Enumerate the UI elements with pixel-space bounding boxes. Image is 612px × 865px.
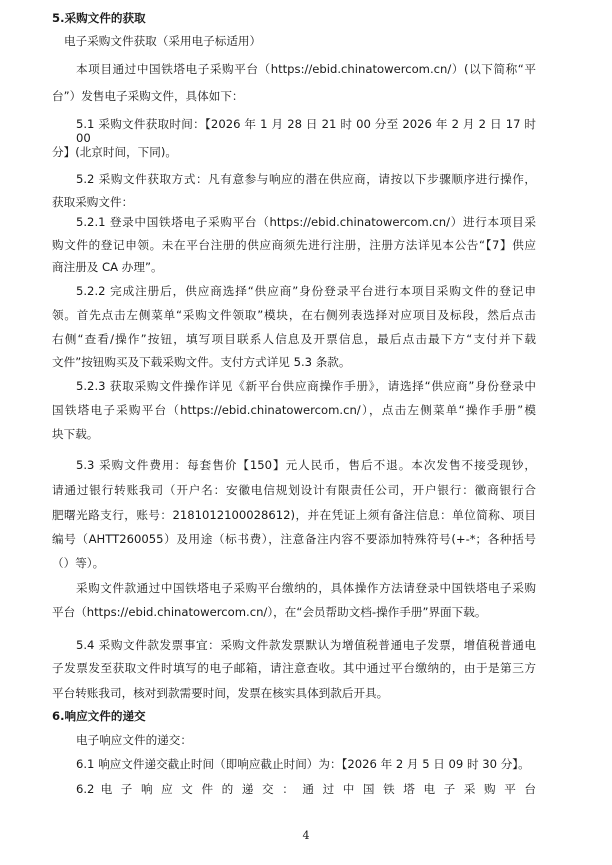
paragraph-line: 5.2.1 登录中国铁塔电子采购平台（https://ebid.chinatowercom.cn/）进行本项目采: [76, 215, 536, 229]
paragraph-line: 商注册及 CA 办理”。: [52, 260, 163, 274]
paragraph-line: 采购文件款通过中国铁塔电子采购平台缴纳的，具体操作方法请登录中国铁塔电子采购: [76, 581, 536, 595]
paragraph-line: 5.2 采购文件获取方式：凡有意参与响应的潜在供应商，请按以下步骤顺序进行操作，: [76, 172, 536, 186]
paragraph-line: 块下载。: [52, 427, 99, 441]
section-heading: 6.响应文件的递交: [52, 709, 146, 723]
paragraph-line: 6.2 电 子 响 应 文 件 的 递 交 ： 通 过 中 国 铁 塔 电 子 采 购 平 台: [76, 782, 536, 796]
paragraph-line: 文件”按钮购买及下载采购文件。支付方式详见 5.3 条款。: [52, 355, 351, 369]
paragraph-line: 国铁塔电子采购平台（https://ebid.chinatowercom.cn/），点击左侧菜单“操作手册”模: [52, 403, 536, 417]
paragraph-line: 购文件的登记申领。未在平台注册的供应商须先进行注册，注册方法详见本公告“【7】供应: [52, 238, 536, 252]
paragraph-line: 平台转账我司，核对到款需要时间，发票在核实具体到款后开具。: [52, 686, 389, 700]
section-heading: 5.采购文件的获取: [52, 11, 146, 25]
paragraph-line: 编号（AHTT260055）及用途（标书费），注意备注内容不要添加特殊符号(+-*；各种括号: [52, 532, 536, 546]
paragraph-line: 子发票发至获取文件时填写的电子邮箱，请注意查收。其中通过平台缴纳的，由于是第三方: [52, 661, 536, 675]
paragraph-line: 5.4 采购文件款发票事宜：采购文件款发票默认为增值税普通电子发票，增值税普通电: [76, 638, 536, 652]
paragraph-line: 获取采购文件：: [52, 195, 134, 209]
paragraph-line: 5.2.2 完成注册后，供应商选择“供应商”身份登录平台进行本项目采购文件的登记申: [76, 284, 536, 298]
paragraph-line: 平台（https://ebid.chinatowercom.cn/），在“会员帮助文档-操作手册”界面下载。: [52, 605, 487, 619]
page-number: 4: [302, 829, 310, 842]
paragraph-line: 右侧“查看/操作”按钮，填写项目联系人信息及开票信息，最后点击最下方“支付并下载: [52, 332, 536, 346]
paragraph-line: 领。首先点击左侧菜单“采购文件领取”模块，在右侧列表选择对应项目及标段，然后点击: [52, 308, 536, 322]
paragraph-line: 分】(北京时间，下同)。: [52, 145, 177, 159]
paragraph-line: 本项目通过中国铁塔电子采购平台（https://ebid.chinatowercom.cn/）(以下简称“平: [76, 62, 536, 76]
paragraph-line: 台”）发售电子采购文件，具体如下：: [52, 89, 244, 103]
paragraph-line: 6.1 响应文件递交截止时间（即响应截止时间）为：【2026 年 2 月 5 日 09 时 30 分】。: [76, 757, 530, 771]
paragraph-line: 5.2.3 获取采购文件操作详见《新平台供应商操作手册》，请选择“供应商”身份登录中: [76, 379, 536, 393]
paragraph-line: 请通过银行转账我司（开户名：安徽电信规划设计有限责任公司，开户银行：徽商银行合: [52, 483, 536, 497]
paragraph-line: 肥曙光路支行，账号：2181012100028612)，并在凭证上须有备注信息：单位简称、项目: [52, 508, 536, 522]
subheading: 电子响应文件的递交：: [76, 733, 192, 747]
paragraph-line: 5.1 采购文件获取时间：【2026 年 1 月 28 日 21 时 00 分至 2026 年 2 月 2 日 17 时 00: [76, 117, 536, 145]
paragraph-line: （）等）。: [52, 556, 105, 570]
paragraph-line: 5.3 采购文件费用：每套售价【150】元人民币，售后不退。本次发售不接受现钞，: [76, 458, 536, 472]
subheading: 电子采购文件获取（采用电子标适用）: [64, 34, 262, 48]
